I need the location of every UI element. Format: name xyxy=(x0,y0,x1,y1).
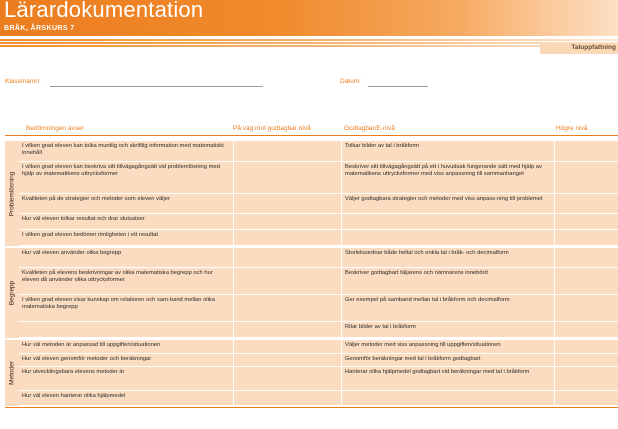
acceptable-cell: Ger exempel på samband mellan tal i bråkform och decimalform xyxy=(341,295,554,321)
on-way-cell[interactable] xyxy=(233,322,341,337)
section-tab-label: Taluppfattning xyxy=(571,44,616,51)
on-way-cell[interactable] xyxy=(233,162,341,193)
table-row xyxy=(19,295,618,322)
acceptable-cell: Väljer godtagbara strategier och metoder med viss anpass-ning till problemet xyxy=(341,194,554,213)
acceptable-cell xyxy=(341,214,554,229)
table-header xyxy=(5,120,618,136)
acceptable-cell: Hanterar olika hjälpmedel godtagbart vid beräkningar med tal i bråkform xyxy=(341,367,554,390)
criterion-cell: I vilken grad eleven visar kunskap om relationer och sam-band mellan olika matematiska begrepp xyxy=(22,297,216,310)
on-way-cell[interactable] xyxy=(233,295,341,321)
criterion-cell: Hur väl metoden är anpassad till uppgiften/situationen xyxy=(22,342,161,348)
higher-cell[interactable] xyxy=(554,194,618,213)
acceptable-cell: Ritar bilder av tal i bråkform xyxy=(341,322,554,337)
table-row xyxy=(19,322,618,338)
on-way-cell[interactable] xyxy=(233,354,341,366)
acceptable-cell: Väljer metoder med viss anpassning till uppgiften/situationen xyxy=(341,340,554,353)
acceptable-cell: Beskriver sitt tillvägagångsätt på ett i huvudsak fungerande sätt med hjälp av matematikens uttrycksformer med viss anpassning till sammanhanget xyxy=(341,162,554,193)
on-way-cell[interactable] xyxy=(233,391,341,405)
section-label: Metoder xyxy=(8,361,16,385)
table-row xyxy=(19,354,618,367)
criterion-cell: Hur väl eleven tolkar resultat och drar slutsatser xyxy=(22,216,145,222)
table-row xyxy=(19,340,618,354)
date-label: Datum: xyxy=(340,78,361,85)
stripe-line xyxy=(0,45,618,47)
class-name-label: Klass/namn: xyxy=(5,78,41,85)
section-problemlosning xyxy=(5,141,618,246)
higher-cell[interactable] xyxy=(554,340,618,353)
column-header: Högre nivå xyxy=(556,125,588,132)
higher-cell[interactable] xyxy=(554,162,618,193)
stripe-line xyxy=(0,42,618,44)
criterion-cell: Hur väl eleven använder olika begrepp xyxy=(22,250,122,256)
higher-cell[interactable] xyxy=(554,322,618,337)
section-label-wrap xyxy=(5,340,19,406)
higher-cell[interactable] xyxy=(554,268,618,294)
table-row xyxy=(19,367,618,391)
higher-cell[interactable] xyxy=(554,354,618,366)
higher-cell[interactable] xyxy=(554,391,618,405)
higher-cell[interactable] xyxy=(554,295,618,321)
on-way-cell[interactable] xyxy=(233,230,341,245)
on-way-cell[interactable] xyxy=(233,268,341,294)
column-header: På väg mot godtagbar nivå xyxy=(233,125,311,132)
criterion-cell: Kvaliteten på elevens beskrivningar av olika matematiska begrepp och hur eleven då använder olika uttrycksformer xyxy=(22,270,213,283)
higher-cell[interactable] xyxy=(554,248,618,267)
acceptable-cell xyxy=(341,391,554,405)
criterion-cell: Hur utvecklingsbara elevens metoder är xyxy=(22,369,125,375)
on-way-cell[interactable] xyxy=(233,367,341,390)
acceptable-cell: Storleksordnar både heltal och enkla tal i bråk- och decimalform xyxy=(341,248,554,267)
on-way-cell[interactable] xyxy=(233,248,341,267)
table-row xyxy=(19,194,618,214)
stripe-line xyxy=(0,39,618,41)
on-way-cell[interactable] xyxy=(233,141,341,161)
class-name-field[interactable] xyxy=(50,86,263,87)
criterion-cell: I vilken grad eleven kan tolka muntlig och skriftlig information med matematiskt innehåll xyxy=(22,143,224,156)
acceptable-cell xyxy=(341,230,554,245)
criterion-cell: I vilken grad eleven kan beskriva sitt tillvägagångsätt vid problemlösning med hjälp av matematikens uttrycksformer xyxy=(22,164,220,177)
higher-cell[interactable] xyxy=(554,214,618,229)
column-header: Godtagbar/E-nivå xyxy=(344,125,395,132)
date-field[interactable] xyxy=(368,86,428,87)
criterion-cell: Hur väl eleven genomför metoder och beräkningar xyxy=(22,356,152,362)
page-subtitle: BRÅK, ÅRSKURS 7 xyxy=(4,25,75,32)
acceptable-cell: Genomför beräkningar med tal i bråkform godtagbart xyxy=(341,354,554,366)
criterion-cell xyxy=(19,322,233,337)
section-label: Begrepp xyxy=(8,280,16,306)
section-begrepp xyxy=(5,248,618,338)
table-row xyxy=(19,248,618,268)
acceptable-cell: Beskriver godtagbart täljarens och nämnarens innebörd xyxy=(341,268,554,294)
higher-cell[interactable] xyxy=(554,367,618,390)
criterion-cell: Hur väl eleven hanterar olika hjälpmedel xyxy=(22,393,126,399)
table-bottom-rule xyxy=(5,407,618,408)
table-row xyxy=(19,391,618,406)
criterion-cell: Kvaliteten på de strategier och metoder som eleven väljer xyxy=(22,196,170,202)
section-label-wrap xyxy=(5,141,19,246)
page-title: Lärardokumentation xyxy=(4,0,204,22)
section-tab xyxy=(540,43,618,54)
table-row xyxy=(19,214,618,230)
on-way-cell[interactable] xyxy=(233,194,341,213)
on-way-cell[interactable] xyxy=(233,214,341,229)
section-metoder xyxy=(5,340,618,406)
criterion-cell: I vilken grad eleven bedömer rimligheten i ett resultat xyxy=(22,232,158,238)
table-row xyxy=(19,268,618,295)
column-header: Bedömningen avser xyxy=(26,125,84,132)
section-label: Problemlösning xyxy=(8,171,16,216)
header-stripes xyxy=(0,38,618,50)
header-banner xyxy=(0,0,618,36)
table-row xyxy=(19,230,618,246)
acceptable-cell: Tolkar bilder av tal i bråkform xyxy=(341,141,554,161)
table-row xyxy=(19,141,618,162)
on-way-cell[interactable] xyxy=(233,340,341,353)
table-row xyxy=(19,162,618,194)
higher-cell[interactable] xyxy=(554,141,618,161)
higher-cell[interactable] xyxy=(554,230,618,245)
section-label-wrap xyxy=(5,248,19,338)
